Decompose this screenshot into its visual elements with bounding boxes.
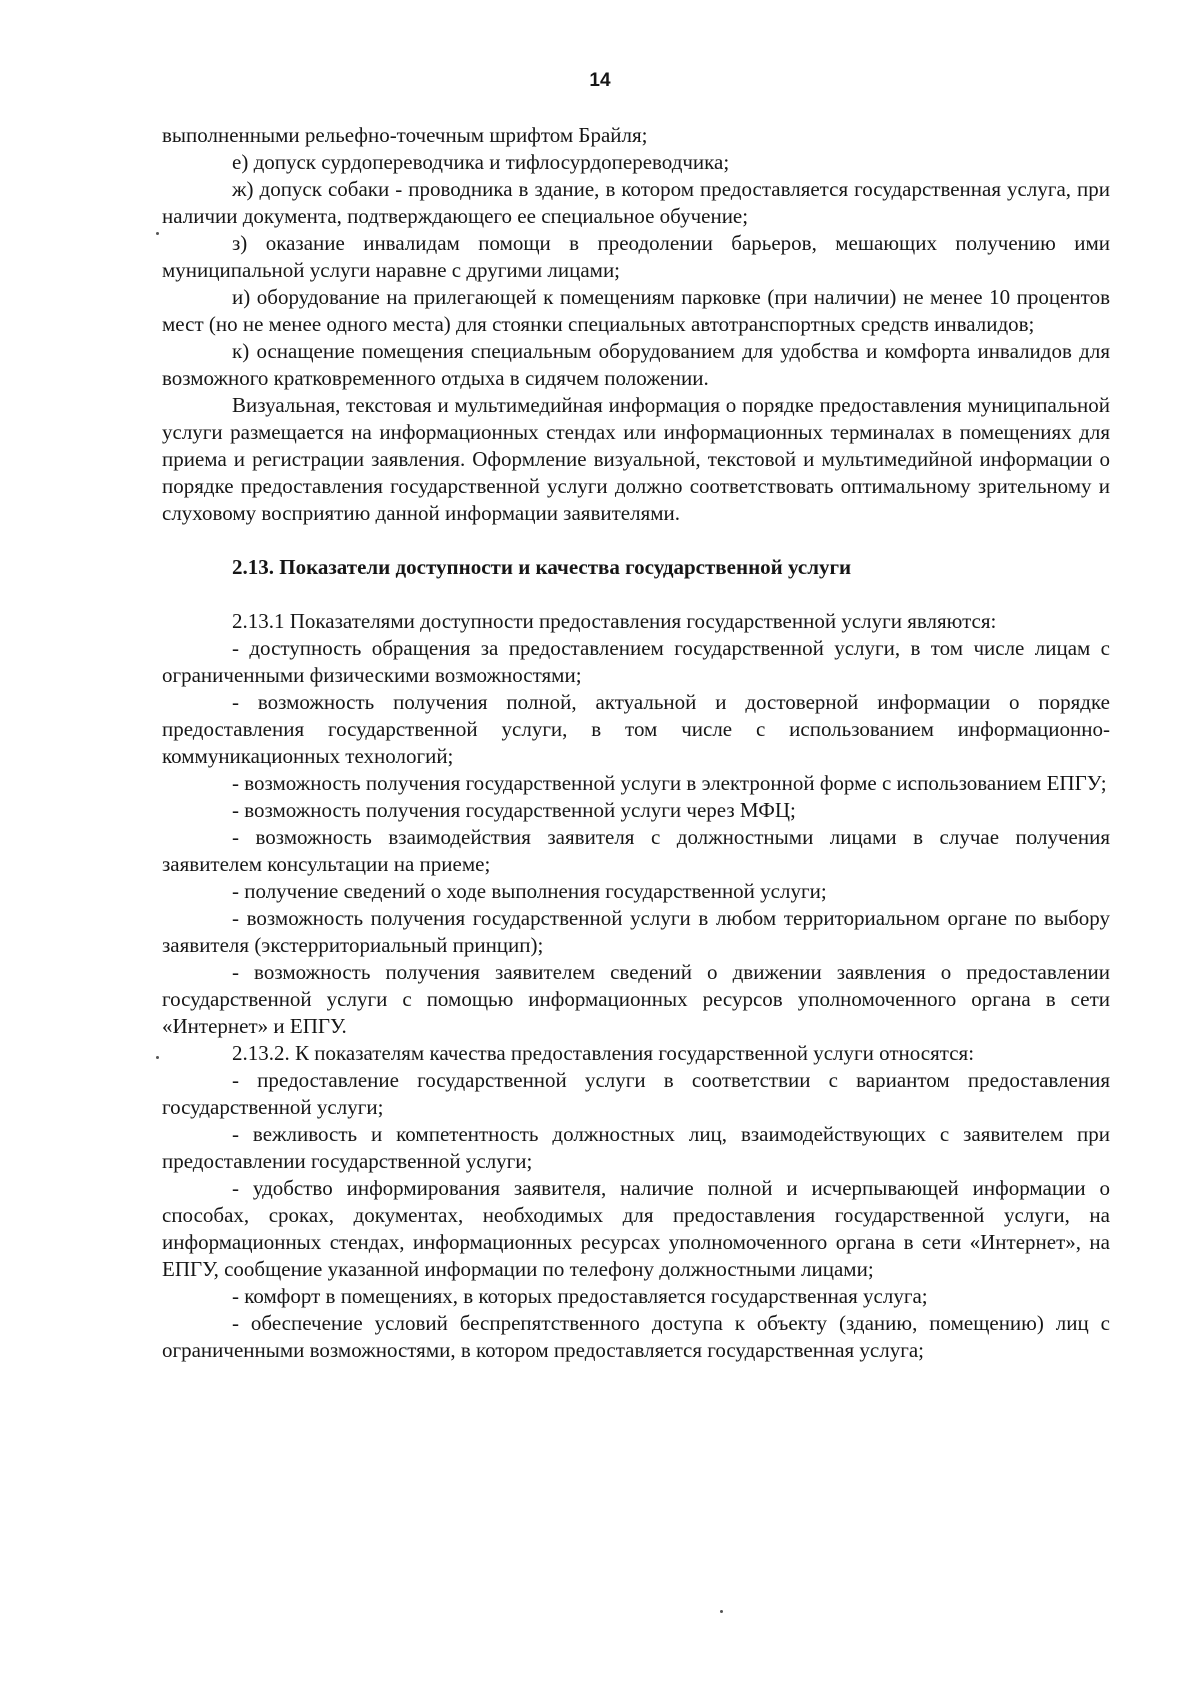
list-item-e: е) допуск сурдопереводчика и тифлосурдопереводчика; bbox=[232, 150, 730, 174]
list-item: - предоставление государственной услуги в соответствии с вариантом предоставления государственной услуги; bbox=[162, 1068, 1110, 1119]
paragraph-2-13-2: 2.13.2. К показателям качества предоставления государственной услуги относятся: bbox=[232, 1041, 975, 1065]
list-item: - удобство информирования заявителя, наличие полной и исчерпывающей информации о способах, сроках, документах, необходимых для предоставления государственной услуги, на информационных стендах, информационных ресурсах уполномоченного органа в сети «Интернет», на ЕПГУ, сообщение указанной информации по телефону должностными лицами; bbox=[162, 1176, 1110, 1281]
list-item: - комфорт в помещениях, в которых предоставляется государственная услуга; bbox=[232, 1284, 928, 1308]
page-number: 14 bbox=[589, 70, 611, 91]
list-item-z: з) оказание инвалидам помощи в преодолении барьеров, мешающих получению ими муниципальной услуги наравне с другими лицами; bbox=[162, 231, 1110, 282]
paragraph-2-13-1: 2.13.1 Показателями доступности предоставления государственной услуги являются: bbox=[232, 609, 997, 633]
list-item: - доступность обращения за предоставлением государственной услуги, в том числе лицам с ограниченными физическими возможностями; bbox=[162, 636, 1110, 687]
paragraph-visual-info: Визуальная, текстовая и мультимедийная информация о порядке предоставления муниципальной услуги размещается на информационных стендах или информационных терминалах в помещениях для приема и регистрации заявления. Оформление визуальной, текстовой и мультимедийной информации о порядке предоставления государственной услуги должно соответствовать оптимальному зрительному и слуховому восприятию данной информации заявителями. bbox=[162, 393, 1110, 525]
list-item: - обеспечение условий беспрепятственного доступа к объекту (зданию, помещению) лиц с ограниченными возможностями, в котором предоставляется государственная услуга; bbox=[162, 1311, 1110, 1362]
list-item: - возможность получения государственной услуги в любом территориальном органе по выбору заявителя (экстерриториальный принцип); bbox=[162, 906, 1110, 957]
list-item: - возможность взаимодействия заявителя с должностными лицами в случае получения заявителем консультации на приеме; bbox=[162, 825, 1110, 876]
list-item: - возможность получения государственной услуги через МФЦ; bbox=[232, 798, 796, 822]
list-item: - возможность получения заявителем сведений о движении заявления о предоставлении государственной услуги с помощью информационных ресурсов уполномоченного органа в сети «Интернет» и ЕПГУ. bbox=[162, 960, 1110, 1038]
scan-speck bbox=[156, 232, 159, 235]
paragraph: выполненными рельефно-точечным шрифтом Брайля; bbox=[162, 123, 648, 147]
scan-speck bbox=[156, 1056, 159, 1059]
list-item-k: к) оснащение помещения специальным оборудованием для удобства и комфорта инвалидов для возможного кратковременного отдыха в сидячем положении. bbox=[162, 339, 1110, 390]
list-item-i: и) оборудование на прилегающей к помещениям парковке (при наличии) не менее 10 процентов мест (но не менее одного места) для стоянки специальных автотранспортных средств инвалидов; bbox=[162, 285, 1110, 336]
list-item: - вежливость и компетентность должностных лиц, взаимодействующих с заявителем при предоставлении государственной услуги; bbox=[162, 1122, 1110, 1173]
list-item-zh: ж) допуск собаки - проводника в здание, в котором предоставляется государственная услуга, при наличии документа, подтверждающего ее специальное обучение; bbox=[162, 177, 1110, 228]
list-item: - возможность получения полной, актуальной и достоверной информации о порядке предоставления государственной услуги, в том числе с использованием информационно-коммуникационных технологий; bbox=[162, 690, 1110, 768]
list-item: - получение сведений о ходе выполнения государственной услуги; bbox=[232, 879, 827, 903]
scan-speck bbox=[720, 1610, 723, 1613]
list-item: - возможность получения государственной услуги в электронной форме с использованием ЕПГУ; bbox=[232, 771, 1107, 795]
document-body bbox=[162, 122, 1110, 1364]
section-heading: 2.13. Показатели доступности и качества государственной услуги bbox=[232, 555, 852, 579]
